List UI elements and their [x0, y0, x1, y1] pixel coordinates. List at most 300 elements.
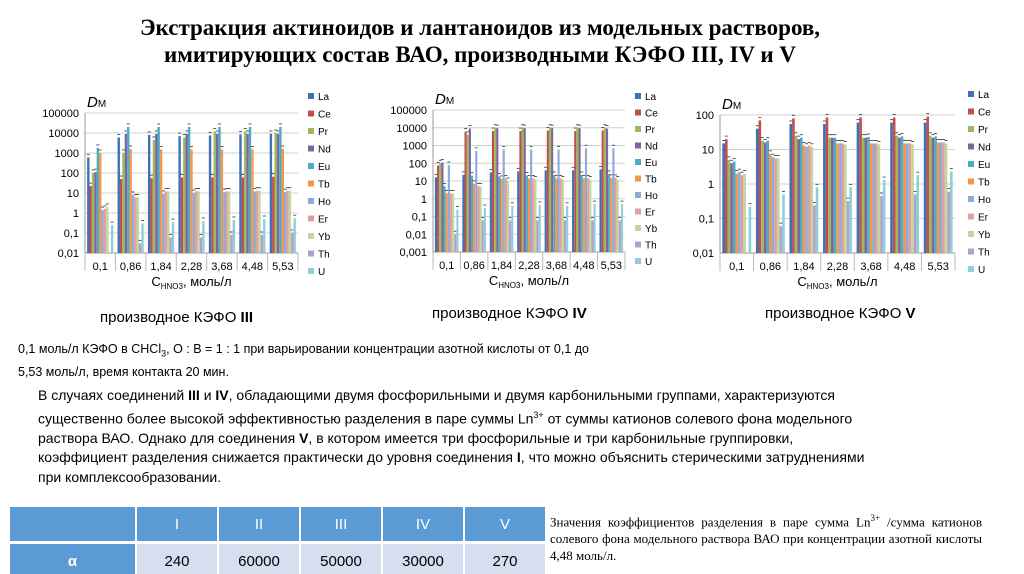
bar-eu — [218, 127, 220, 253]
x-axis-label: $C_{HNO3}$, моль/л — [488, 273, 570, 290]
bar-ho — [906, 143, 909, 253]
x-tick-label: 3,68 — [545, 260, 568, 272]
bar-ce — [181, 177, 183, 253]
bar-th — [880, 196, 883, 253]
x-axis-label: $C_{HNO3}$, моль/л — [797, 274, 878, 291]
bar-u — [172, 222, 174, 253]
bar-nd — [797, 139, 800, 253]
bar-u — [749, 207, 752, 253]
bar-eu — [800, 138, 803, 253]
para-text: , что можно объяснить стерическими затруднениями при комплексообразовании. — [38, 449, 865, 485]
table-header-cell: III — [301, 507, 383, 544]
bar-nd — [246, 134, 248, 253]
legend-label: Ce — [978, 107, 991, 119]
bar-ho — [162, 194, 164, 253]
bar-nd — [764, 142, 767, 253]
bar-yb — [137, 197, 139, 253]
x-tick-label: 2,28 — [518, 260, 540, 272]
bar-pr — [467, 135, 469, 252]
bar-ho — [448, 165, 450, 252]
bar-la — [270, 134, 272, 253]
legend-label: Th — [978, 247, 990, 259]
bar-ho — [254, 191, 256, 253]
side-sup: 3+ — [870, 513, 881, 523]
title-line-2: имитирующих состав ВАО, производными КЭФО III, IV и V — [164, 42, 796, 67]
legend-swatch — [308, 216, 314, 222]
bar-yb — [106, 207, 108, 253]
bar-pr — [761, 141, 764, 253]
legend-swatch — [968, 196, 974, 202]
legend-swatch — [635, 176, 641, 182]
caption-kefo-iv — [432, 305, 587, 322]
legend-label: La — [318, 92, 330, 103]
bar-nd — [932, 138, 935, 253]
x-tick-label: 0,86 — [119, 261, 142, 273]
bar-nd — [155, 134, 157, 253]
legend-swatch — [308, 198, 314, 204]
bar-er — [286, 191, 288, 253]
bar-nd — [524, 128, 526, 252]
legend-label: Th — [318, 249, 330, 261]
bar-eu — [867, 137, 870, 253]
legend-swatch — [968, 179, 974, 185]
bar-la — [239, 134, 241, 253]
y-tick-label: 1000 — [54, 148, 79, 160]
table-header-row — [10, 507, 547, 544]
bar-ho — [101, 210, 103, 253]
bar-tb — [735, 174, 738, 253]
legend-swatch — [968, 91, 974, 97]
bar-eu — [127, 127, 129, 253]
para-text: и — [199, 387, 216, 403]
bar-pr — [439, 163, 441, 252]
bar-u — [883, 180, 886, 253]
bar-ho — [223, 192, 225, 253]
table-cell: 270 — [465, 544, 547, 574]
bar-yb — [844, 144, 847, 253]
x-tick-label: 0,86 — [759, 261, 782, 273]
bar-tb — [473, 184, 475, 252]
bar-ce — [826, 117, 829, 253]
legend-label: Pr — [978, 125, 988, 136]
title-line-1: Экстракция актиноидов и лантаноидов из модельных растворов, — [139, 15, 821, 40]
bar-er — [587, 178, 589, 252]
y-tick-label: 100 — [60, 168, 79, 180]
bar-ce — [150, 178, 152, 253]
bar-er — [875, 143, 878, 253]
x-tick-label: 2,28 — [180, 261, 203, 273]
y-tick-label: 1000 — [402, 140, 427, 153]
bar-u — [263, 219, 265, 253]
bar-eu — [279, 127, 281, 253]
x-tick-label: 3,68 — [211, 261, 233, 273]
bar-u — [111, 225, 113, 253]
bar-tb — [769, 154, 772, 253]
bar-nd — [441, 163, 443, 252]
para-text: , в котором имеется три фосфорильные и три карбонильные группировки, коэффициент разделения снижается практически до уровня соединения — [38, 429, 794, 466]
bar-ce — [242, 177, 244, 253]
bar-er — [942, 142, 945, 253]
bar-nd — [94, 172, 96, 253]
bar-eu — [766, 141, 769, 253]
bar-la — [462, 175, 464, 252]
y-axis-label-sub: M — [97, 99, 107, 110]
legend-swatch — [635, 242, 641, 248]
bar-er — [741, 175, 744, 253]
bar-la — [572, 170, 574, 252]
legend-swatch — [968, 266, 974, 272]
legend-swatch — [635, 209, 641, 215]
bar-th — [813, 205, 816, 253]
bar-la — [823, 124, 826, 253]
bar-pr — [604, 128, 606, 252]
y-tick-label: 100 — [408, 158, 427, 171]
x-tick-label: 4,48 — [573, 260, 595, 272]
y-tick-label: 10000 — [48, 128, 79, 140]
para-bold: I — [516, 449, 521, 466]
bar-u — [539, 205, 541, 252]
bar-ho — [585, 148, 587, 252]
bar-la — [789, 124, 792, 253]
bar-nd — [277, 134, 279, 253]
bar-pr — [795, 136, 798, 253]
bar-pr — [122, 153, 124, 253]
bar-th — [780, 226, 783, 253]
bar-th — [261, 235, 263, 253]
bar-tb — [583, 178, 585, 252]
discussion-paragraph — [38, 386, 878, 487]
bar-ce — [725, 139, 728, 253]
caption-bold: IV — [572, 305, 587, 322]
bar-ho — [738, 172, 741, 253]
bar-u — [621, 204, 623, 252]
legend-swatch — [968, 144, 974, 150]
y-axis-label-sub: M — [445, 96, 455, 107]
bar-yb — [810, 147, 813, 253]
table-cell: 60000 — [219, 544, 301, 574]
caption-bold: III — [240, 309, 254, 326]
note-text: 5,53 моль/л, время контакта 20 мин. — [18, 364, 229, 379]
table-cell: 50000 — [301, 544, 383, 574]
caption-kefo-v — [765, 305, 916, 322]
bar-th — [619, 220, 621, 252]
legend-swatch — [635, 93, 641, 99]
bar-tb — [903, 143, 906, 253]
note-sub: 3 — [161, 348, 167, 359]
legend-swatch — [968, 214, 974, 220]
bar-th — [454, 234, 456, 252]
legend-label: Er — [318, 214, 328, 226]
x-axis-label-sub: HNO3 — [498, 281, 521, 290]
legend-swatch — [308, 163, 314, 169]
legend-label: Ce — [645, 108, 658, 120]
bar-tb — [160, 149, 162, 253]
bar-yb — [534, 180, 536, 252]
legend-swatch — [308, 268, 314, 274]
bar-yb — [589, 180, 591, 252]
bar-pr — [274, 133, 276, 253]
bar-la — [857, 123, 860, 253]
legend-swatch — [308, 111, 314, 117]
bar-nd — [898, 138, 901, 253]
bar-u — [816, 187, 819, 253]
bar-er — [841, 143, 844, 253]
bar-ce — [759, 120, 762, 253]
bar-pr — [153, 140, 155, 253]
bar-ho — [475, 151, 477, 252]
legend-swatch — [635, 225, 641, 231]
bar-tb — [555, 178, 557, 252]
x-axis-label-suffix: , моль/л — [182, 274, 232, 289]
bar-th — [509, 220, 511, 252]
bar-ce — [602, 130, 604, 252]
bar-ce — [464, 132, 466, 252]
bar-u — [293, 218, 295, 253]
x-tick-label: 0,1 — [729, 261, 745, 273]
bar-u — [849, 187, 852, 253]
table-cell: 30000 — [383, 544, 465, 574]
para-text: от суммы катионов солевого фона модельного раствора ВАО. Однако для соединения — [38, 410, 853, 446]
bar-tb — [500, 179, 502, 252]
bar-ce — [90, 186, 92, 253]
caption-text: производное КЭФО — [100, 309, 241, 326]
para-text: , обладающими двумя фосфорильными и двумя карбонильными группами, характеризуются существенно более высокой эффективностью разделения в паре суммы Ln — [38, 387, 835, 427]
legend-swatch — [308, 233, 314, 239]
bar-er — [532, 178, 534, 252]
bar-la — [517, 171, 519, 252]
legend-label: La — [645, 92, 657, 103]
bar-pr — [183, 137, 185, 253]
bar-er — [256, 191, 258, 253]
bar-la — [599, 169, 601, 252]
bar-u — [950, 172, 953, 253]
table-header-cell — [10, 507, 137, 544]
bar-yb — [911, 144, 914, 253]
conditions-note — [18, 340, 658, 381]
table-row — [10, 544, 547, 574]
bar-ce — [926, 117, 929, 253]
y-tick-label: 10 — [66, 188, 79, 200]
bar-la — [722, 143, 725, 253]
bar-eu — [934, 136, 937, 253]
bar-er — [774, 158, 777, 253]
bar-pr — [728, 160, 731, 253]
bar-ho — [612, 148, 614, 252]
bar-la — [178, 136, 180, 253]
bar-th — [847, 201, 850, 253]
x-tick-label: 2,28 — [826, 261, 849, 273]
y-axis-label-sub: M — [732, 101, 742, 112]
bar-eu — [901, 136, 904, 253]
bar-u — [202, 221, 204, 253]
caption-bold: V — [905, 305, 916, 322]
legend-label: Ho — [978, 195, 991, 206]
bar-nd — [606, 129, 608, 252]
x-tick-label: 1,84 — [150, 261, 172, 273]
legend-swatch — [308, 93, 314, 99]
y-tick-label: 0,01 — [57, 248, 79, 260]
bar-la — [890, 123, 893, 253]
x-tick-label: 0,86 — [463, 260, 485, 272]
bar-er — [450, 193, 452, 252]
bar-yb — [562, 180, 564, 252]
chart-kefo-iii — [0, 85, 350, 300]
bar-th — [564, 220, 566, 252]
legend-label: Yb — [318, 232, 331, 243]
bar-yb — [945, 143, 948, 253]
bar-eu — [526, 176, 528, 252]
bar-th — [537, 220, 539, 252]
table-header-cell: IV — [383, 507, 465, 544]
side-text: Значения коэффициентов разделения в паре сумма Ln — [550, 514, 871, 530]
bar-er — [808, 146, 811, 253]
bar-tb — [836, 143, 839, 253]
bar-u — [456, 209, 458, 252]
separation-factor-table — [10, 507, 547, 574]
legend-swatch — [308, 128, 314, 134]
bar-tb — [446, 193, 448, 252]
bar-tb — [803, 146, 806, 253]
bar-er — [505, 178, 507, 252]
bar-ho — [503, 149, 505, 252]
slide-title — [60, 14, 900, 68]
y-axis-label: DM — [435, 91, 455, 108]
bar-nd — [865, 138, 868, 253]
legend-label: Tb — [978, 177, 990, 189]
x-axis-label: $C_{HNO3}$, моль/л — [151, 274, 232, 291]
para-sup: 3+ — [533, 409, 544, 420]
bar-tb — [221, 149, 223, 253]
bar-ce — [211, 177, 213, 253]
bar-ho — [772, 157, 775, 253]
legend-label: Eu — [978, 160, 991, 171]
legend-label: U — [978, 265, 986, 276]
bar-th — [947, 192, 950, 253]
bar-ho — [558, 149, 560, 252]
bar-eu — [97, 148, 99, 253]
bar-pr — [929, 136, 932, 253]
bar-ce — [792, 118, 795, 253]
bar-eu — [834, 138, 837, 253]
bar-ho — [530, 149, 532, 252]
x-tick-label: 5,53 — [272, 261, 294, 273]
table-row-label: α — [10, 544, 137, 574]
legend-swatch — [635, 110, 641, 116]
legend-label: Ho — [645, 191, 658, 202]
legend-swatch — [308, 146, 314, 152]
bar-er — [477, 186, 479, 252]
bar-yb — [228, 191, 230, 253]
bar-eu — [188, 127, 190, 253]
bar-u — [566, 206, 568, 252]
bar-la — [118, 137, 120, 253]
legend-label: Eu — [645, 158, 658, 169]
bar-ce — [437, 165, 439, 252]
x-tick-label: 1,84 — [793, 261, 815, 273]
legend-label: Nd — [645, 141, 658, 153]
legend-swatch — [968, 249, 974, 255]
bar-er — [909, 143, 912, 253]
legend-label: U — [645, 257, 653, 268]
bar-tb — [528, 178, 530, 252]
bar-la — [435, 177, 437, 252]
legend-swatch — [308, 251, 314, 257]
bar-ce — [859, 117, 862, 253]
bar-th — [169, 237, 171, 253]
bar-nd — [125, 134, 127, 253]
bar-tb — [190, 149, 192, 253]
bar-la — [87, 157, 89, 253]
bar-u — [782, 194, 785, 253]
bar-ce — [120, 179, 122, 253]
legend-swatch — [635, 143, 641, 149]
bar-ce — [519, 131, 521, 252]
bar-er — [560, 178, 562, 252]
caption-kefo-iii — [100, 309, 253, 326]
legend-label: La — [978, 90, 990, 101]
bar-tb — [937, 142, 940, 253]
bar-ho — [940, 142, 943, 253]
y-tick-label: 0,1 — [698, 213, 714, 226]
bar-la — [490, 173, 492, 252]
x-tick-label: 1,84 — [490, 260, 513, 272]
bar-yb — [258, 191, 260, 253]
bar-tb — [870, 143, 873, 253]
legend-label: Nd — [318, 144, 331, 156]
bar-nd — [551, 128, 553, 252]
bar-er — [225, 191, 227, 253]
bar-pr — [895, 136, 898, 253]
bar-yb — [452, 193, 454, 252]
x-axis-label-suffix: , моль/л — [828, 274, 878, 289]
legend-label: Yb — [978, 230, 991, 241]
bar-yb — [480, 186, 482, 252]
bar-eu — [249, 127, 251, 253]
bar-la — [924, 123, 927, 253]
legend-label: Ho — [318, 197, 331, 208]
y-tick-label: 1 — [420, 193, 427, 206]
para-bold: V — [299, 429, 309, 446]
x-tick-label: 3,68 — [860, 261, 882, 273]
chart-kefo-iv — [350, 85, 685, 300]
y-tick-label: 0,01 — [692, 248, 714, 260]
bar-eu — [498, 176, 500, 252]
y-axis-label: DM — [722, 96, 742, 113]
bar-ho — [284, 192, 286, 253]
bar-er — [104, 209, 106, 253]
y-tick-label: 1 — [707, 179, 714, 191]
bar-yb — [878, 144, 881, 253]
bar-eu — [158, 127, 160, 253]
legend-swatch — [968, 161, 974, 167]
bar-eu — [733, 161, 736, 253]
bar-nd — [186, 134, 188, 253]
bar-ho — [193, 193, 195, 253]
bar-pr — [214, 131, 216, 253]
bar-eu — [553, 175, 555, 252]
legend-swatch — [968, 231, 974, 237]
bar-pr — [828, 138, 831, 253]
bar-u — [511, 206, 513, 252]
bar-pr — [92, 173, 94, 253]
bar-pr — [494, 128, 496, 252]
legend-swatch — [635, 159, 641, 165]
table-cell: 240 — [137, 544, 219, 574]
legend-swatch — [308, 181, 314, 187]
caption-text: производное КЭФО — [432, 305, 573, 322]
bar-yb — [289, 191, 291, 253]
bar-ho — [132, 195, 134, 253]
